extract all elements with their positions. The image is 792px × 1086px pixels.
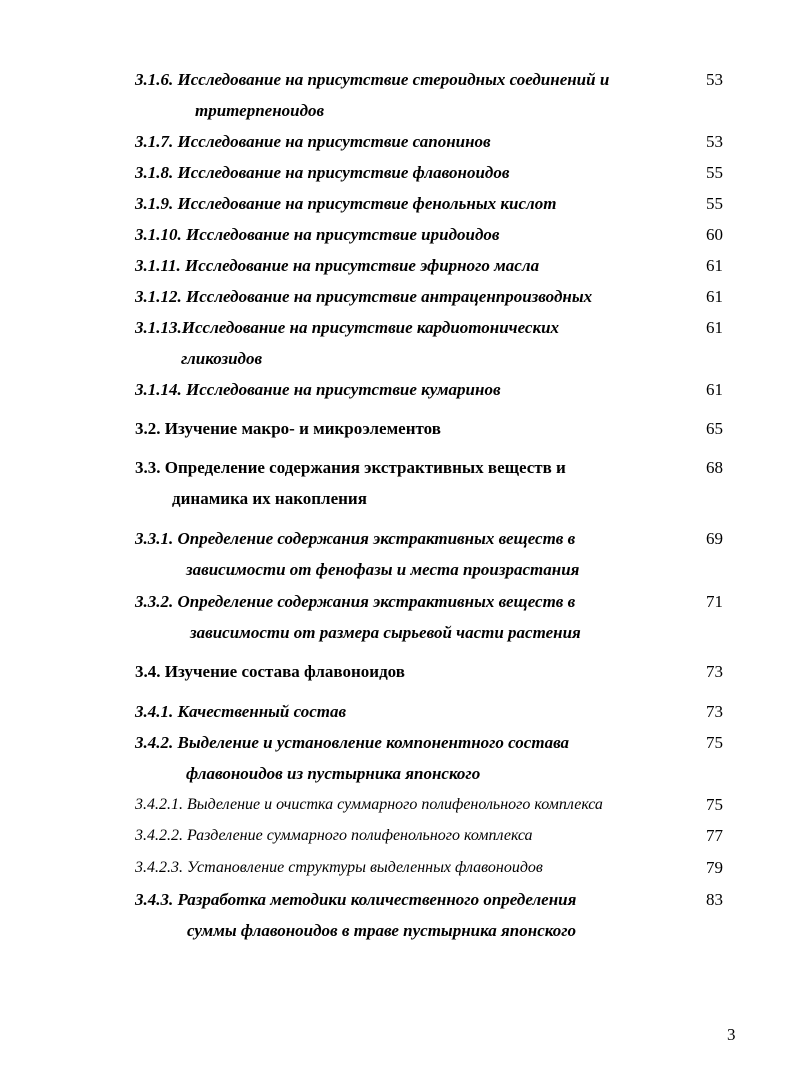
toc-entry-page: 61 <box>706 256 723 275</box>
toc-entry-title: 3.4.2. Выделение и установление компонентного состава <box>135 733 570 752</box>
toc-entry-page: 55 <box>706 194 723 213</box>
toc-entry-title-cont: тритерпеноидов <box>195 101 325 120</box>
toc-entry-page: 77 <box>706 826 723 845</box>
toc-section-title-cont: динамика их накопления <box>172 489 367 508</box>
toc-entry-page: 65 <box>706 419 723 438</box>
toc-entry-title: 3.1.14. Исследование на присутствие кумаринов <box>135 380 501 399</box>
toc-entry-title: 3.4.3. Разработка методики количественного определения <box>135 890 577 909</box>
toc-subentry-title: 3.4.2.2. Разделение суммарного полифенольного комплекса <box>135 827 533 844</box>
toc-entry-title: 3.1.12. Исследование на присутствие антраценпроизводных <box>135 287 593 306</box>
toc-entry-title: 3.1.13.Исследование на присутствие кардиотонических <box>135 318 560 337</box>
toc-entry-page: 61 <box>706 287 723 306</box>
toc-subentry-title: 3.4.2.3. Установление структуры выделенных флавоноидов <box>135 859 543 876</box>
toc-entry-page: 68 <box>706 458 723 477</box>
toc-entry-title-cont: зависимости от фенофазы и места произрастания <box>186 560 580 579</box>
toc-entry-page: 61 <box>706 318 723 337</box>
toc-entry-title-cont: зависимости от размера сырьевой части растения <box>190 623 581 642</box>
toc-entry-title: 3.1.7. Исследование на присутствие сапонинов <box>135 132 491 151</box>
toc-entry-page: 73 <box>706 662 723 681</box>
toc-entry-page: 71 <box>706 592 723 611</box>
toc-section-title: 3.3. Определение содержания экстрактивных веществ и <box>135 458 566 477</box>
toc-entry-page: 75 <box>706 733 723 752</box>
toc-entry-title: 3.1.8. Исследование на присутствие флавоноидов <box>135 163 510 182</box>
toc-entry-title: 3.1.11. Исследование на присутствие эфирного масла <box>135 256 540 275</box>
toc-subentry-title: 3.4.2.1. Выделение и очистка суммарного полифенольного комплекса <box>135 796 603 813</box>
toc-entry-page: 73 <box>706 702 723 721</box>
toc-entry-title: 3.3.1. Определение содержания экстрактивных веществ в <box>135 529 576 548</box>
page-number: 3 <box>727 1025 736 1044</box>
toc-entry-page: 61 <box>706 380 723 399</box>
toc-entry-page: 75 <box>706 795 723 814</box>
toc-section-title: 3.2. Изучение макро- и микроэлементов <box>135 419 441 438</box>
toc-entry-page: 69 <box>706 529 723 548</box>
toc-section-title: 3.4. Изучение состава флавоноидов <box>135 662 405 681</box>
toc-entry-page: 60 <box>706 225 723 244</box>
toc-entry-title: 3.4.1. Качественный состав <box>135 702 347 721</box>
toc-entry-title: 3.1.9. Исследование на присутствие фенольных кислот <box>135 194 557 213</box>
toc-entry-title: 3.1.10. Исследование на присутствие иридоидов <box>135 225 500 244</box>
toc-entry-page: 79 <box>706 858 723 877</box>
toc-entry-page: 55 <box>706 163 723 182</box>
toc-entry-page: 53 <box>706 70 723 89</box>
toc-entry-page: 53 <box>706 132 723 151</box>
toc-entry-page: 83 <box>706 890 723 909</box>
toc-entry-title: 3.3.2. Определение содержания экстрактивных веществ в <box>135 592 576 611</box>
toc-entry-title: 3.1.6. Исследование на присутствие стероидных соединений и <box>135 70 610 89</box>
toc-entry-title-cont: гликозидов <box>181 349 263 368</box>
toc-entry-title-cont: суммы флавоноидов в траве пустырника японского <box>187 921 576 940</box>
toc-entry-title-cont: флавоноидов из пустырника японского <box>186 764 481 783</box>
